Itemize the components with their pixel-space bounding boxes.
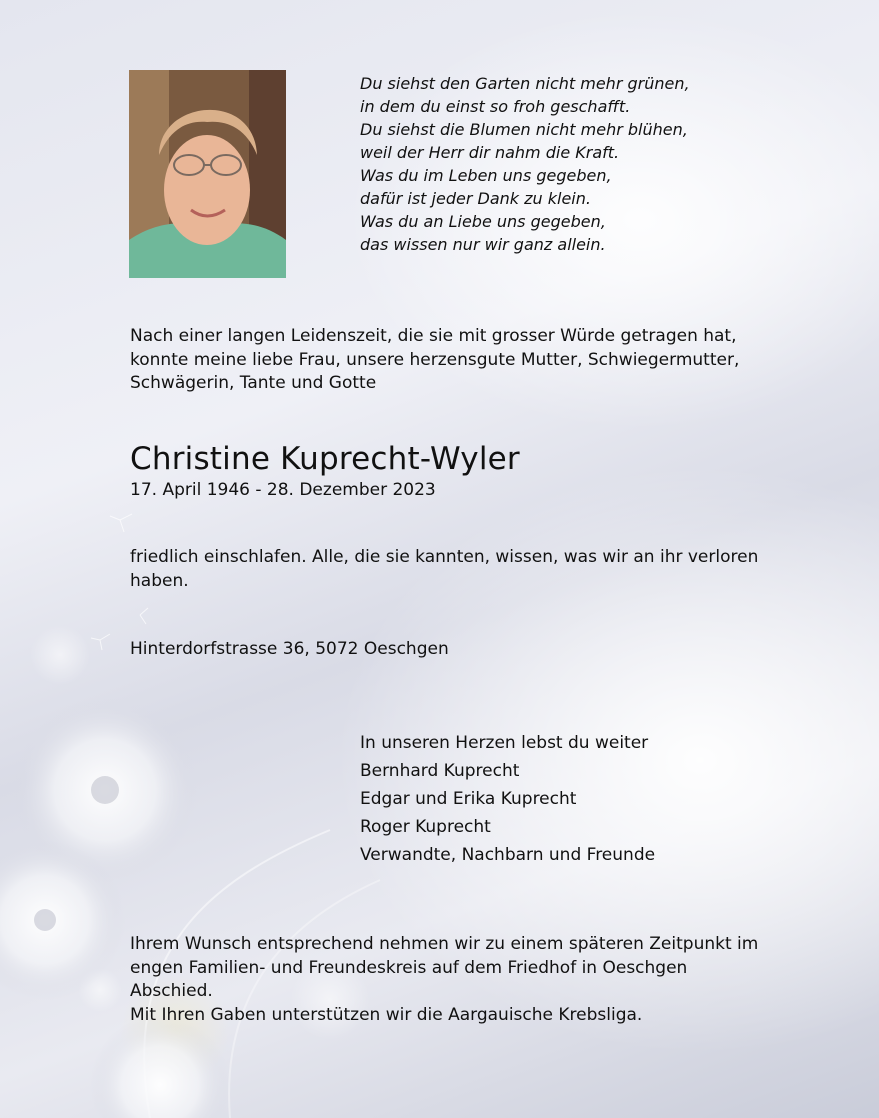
poem-line: Du siehst den Garten nicht mehr grünen, [360,74,690,93]
intro-paragraph [130,325,739,396]
intro-line: Nach einer langen Leidenszeit, die sie mit grosser Würde getragen hat, [130,326,737,346]
mourners-list [360,729,655,869]
closing-line: Abschied. [130,981,213,1001]
poem-line: das wissen nur wir ganz allein. [360,235,606,254]
closing-line: Mit Ihren Gaben unterstützen wir die Aargauische Krebsliga. [130,1004,643,1025]
mourner-line: Edgar und Erika Kuprecht [360,789,577,809]
poem-line: dafür ist jeder Dank zu klein. [360,189,591,208]
closing-paragraph [130,933,758,1027]
passing-line: haben. [130,570,189,591]
address: Hinterdorfstrasse 36, 5072 Oeschgen [130,639,449,659]
poem [360,72,690,256]
poem-line: Du siehst die Blumen nicht mehr blühen, [360,120,688,139]
poem-line: in dem du einst so froh geschafft. [360,97,631,116]
closing-line: Ihrem Wunsch entsprechend nehmen wir zu einem späteren Zeitpunkt im [130,934,759,954]
deceased-name: Christine Kuprecht-Wyler [130,441,520,477]
intro-line: Schwägerin, Tante und Gotte [130,373,377,393]
mourner-line: Bernhard Kuprecht [360,761,520,781]
deceased-photo [129,70,286,278]
passing-paragraph [130,546,758,593]
life-dates: 17. April 1946 - 28. Dezember 2023 [130,480,436,500]
passing-line: friedlich einschlafen. Alle, die sie kannten, wissen, was wir an ihr verloren [130,547,759,567]
poem-line: Was du im Leben uns gegeben, [360,166,612,185]
mourner-line: Roger Kuprecht [360,817,491,837]
poem-line: weil der Herr dir nahm die Kraft. [360,143,620,162]
closing-line: engen Familien- und Freundeskreis auf dem Friedhof in Oeschgen [130,957,688,978]
poem-line: Was du an Liebe uns gegeben, [360,212,606,231]
mourner-line: Verwandte, Nachbarn und Freunde [360,845,656,865]
mourner-line: In unseren Herzen lebst du weiter [360,733,649,753]
intro-line: konnte meine liebe Frau, unsere herzensgute Mutter, Schwiegermutter, [130,349,740,370]
